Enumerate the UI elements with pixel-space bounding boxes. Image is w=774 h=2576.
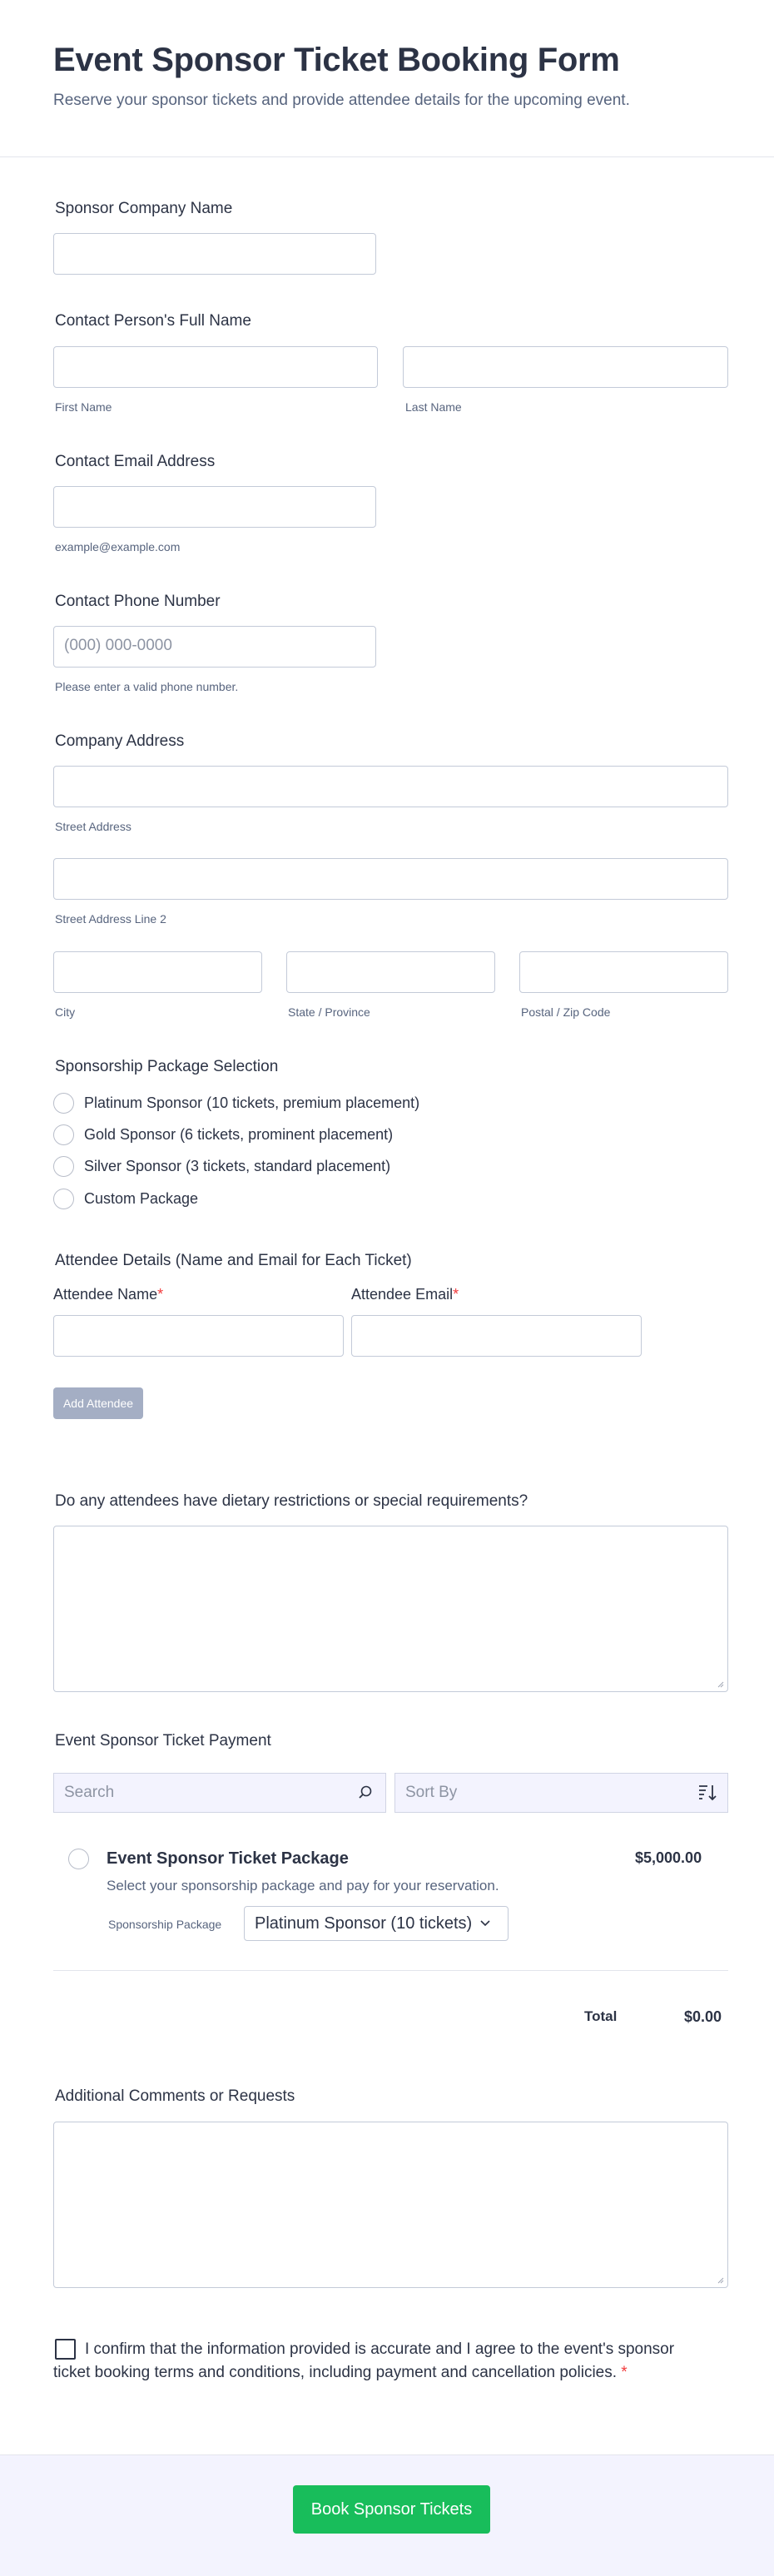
header-divider	[0, 156, 774, 157]
required-mark: *	[157, 1286, 164, 1303]
email-label: Contact Email Address	[55, 453, 216, 470]
product-price: $5,000.00	[635, 1849, 702, 1866]
last-name-sublabel: Last Name	[405, 400, 462, 414]
street-input[interactable]	[53, 766, 728, 807]
phone-input[interactable]	[53, 626, 376, 668]
company-name-label: Sponsor Company Name	[55, 200, 233, 217]
package-option-value: Platinum Sponsor (10 tickets)	[255, 1913, 473, 1933]
comments-textarea[interactable]	[53, 2122, 728, 2288]
add-attendee-button[interactable]: Add Attendee	[53, 1387, 143, 1419]
attendee-email-input[interactable]	[351, 1315, 642, 1357]
submit-button[interactable]: Book Sponsor Tickets	[293, 2485, 490, 2534]
state-sublabel: State / Province	[288, 1005, 370, 1019]
payment-divider	[53, 1970, 728, 1971]
form-subtitle: Reserve your sponsor tickets and provide attendee details for the upcoming event.	[53, 92, 630, 109]
city-sublabel: City	[55, 1005, 76, 1019]
street-sublabel: Street Address	[55, 820, 131, 833]
form-title: Event Sponsor Ticket Booking Form	[53, 42, 620, 78]
package-option-custom[interactable]: Custom Package	[84, 1190, 199, 1207]
package-option-platinum[interactable]: Platinum Sponsor (10 tickets, premium placement)	[84, 1094, 420, 1111]
total-label: Total	[584, 2008, 618, 2024]
package-label: Sponsorship Package Selection	[55, 1058, 279, 1075]
street2-input[interactable]	[53, 858, 728, 900]
search-icon[interactable]	[357, 1784, 374, 1801]
sort-dropdown[interactable]	[394, 1773, 728, 1813]
package-option-silver[interactable]: Silver Sponsor (3 tickets, standard placement)	[84, 1158, 391, 1174]
attendee-email-col-text: Attendee Email	[351, 1286, 454, 1303]
attendee-name-col	[53, 1286, 163, 1303]
product-search[interactable]	[53, 1773, 386, 1813]
search-placeholder: Search	[64, 1784, 115, 1801]
first-name-input[interactable]	[53, 346, 378, 388]
resize-handle-icon[interactable]	[716, 1680, 724, 1688]
last-name-input[interactable]	[403, 346, 728, 388]
package-option-gold[interactable]: Gold Sponsor (6 tickets, prominent placement)	[84, 1126, 394, 1143]
sort-placeholder: Sort By	[405, 1784, 458, 1801]
package-option-select[interactable]	[244, 1906, 509, 1941]
total-value: $0.00	[684, 2008, 722, 2025]
product-name: Event Sponsor Ticket Package	[107, 1849, 349, 1868]
consent-text	[53, 2338, 686, 2385]
company-name-input[interactable]	[53, 233, 376, 275]
contact-name-label: Contact Person's Full Name	[55, 312, 251, 330]
comments-label: Additional Comments or Requests	[55, 2087, 295, 2105]
required-mark: *	[453, 1286, 459, 1303]
city-input[interactable]	[53, 951, 262, 993]
dietary-label: Do any attendees have dietary restrictions or special requirements?	[55, 1492, 528, 1510]
phone-sublabel: Please enter a valid phone number.	[55, 680, 239, 693]
attendee-name-col-text: Attendee Name	[53, 1286, 158, 1303]
attendee-name-input[interactable]	[53, 1315, 344, 1357]
required-mark: *	[621, 2364, 628, 2381]
package-radio-platinum[interactable]	[53, 1093, 74, 1114]
consent-statement: I confirm that the information provided is accurate and I agree to the event's sponsor ticket booking terms and conditions, including payment and cancellation policies.	[53, 2340, 675, 2381]
state-input[interactable]	[286, 951, 495, 993]
resize-handle-icon[interactable]	[716, 2276, 724, 2284]
zip-sublabel: Postal / Zip Code	[521, 1005, 611, 1019]
first-name-sublabel: First Name	[55, 400, 112, 414]
payment-label: Event Sponsor Ticket Payment	[55, 1732, 271, 1750]
package-radio-gold[interactable]	[53, 1124, 74, 1145]
phone-placeholder: (000) 000-0000	[64, 637, 172, 654]
email-input[interactable]	[53, 486, 376, 528]
package-radio-silver[interactable]	[53, 1156, 74, 1177]
sort-icon[interactable]	[697, 1784, 717, 1802]
chevron-down-icon	[480, 1920, 490, 1927]
email-sublabel: example@example.com	[55, 540, 181, 553]
package-option-label: Sponsorship Package	[108, 1918, 222, 1931]
street2-sublabel: Street Address Line 2	[55, 912, 166, 926]
product-description: Select your sponsorship package and pay for your reservation.	[107, 1878, 499, 1894]
zip-input[interactable]	[519, 951, 728, 993]
package-radio-custom[interactable]	[53, 1189, 74, 1209]
attendees-label: Attendee Details (Name and Email for Each Ticket)	[55, 1252, 412, 1269]
phone-label: Contact Phone Number	[55, 593, 221, 610]
product-select-radio[interactable]	[68, 1849, 89, 1869]
dietary-textarea[interactable]	[53, 1526, 728, 1692]
address-label: Company Address	[55, 732, 185, 750]
attendee-email-col	[351, 1286, 459, 1303]
